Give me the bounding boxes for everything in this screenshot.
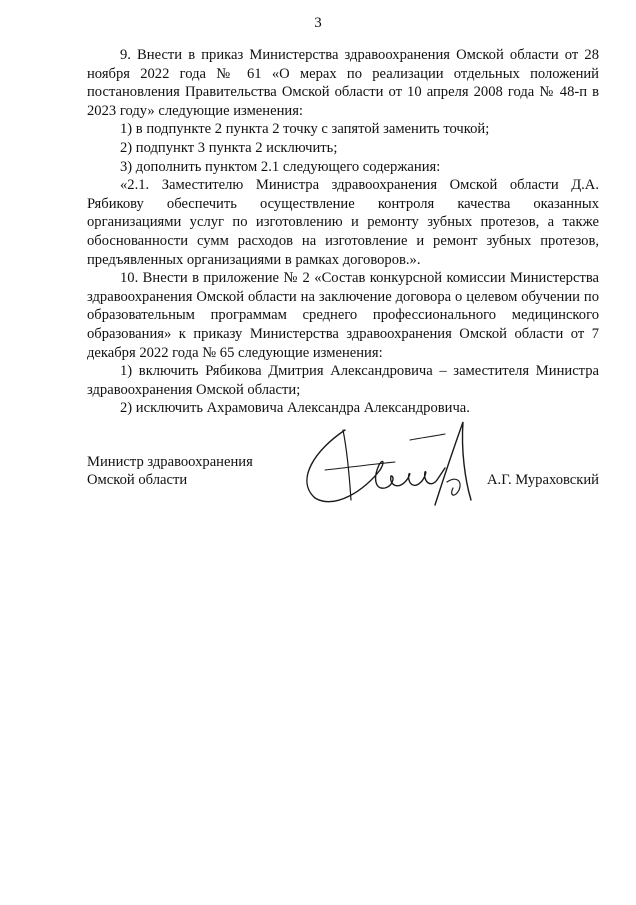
handwritten-signature	[285, 410, 485, 520]
signatory-name: А.Г. Мураховский	[487, 472, 599, 488]
signatory-position-line1: Министр здравоохранения	[87, 454, 253, 470]
paragraph-item-10: 10. Внести в приложение № 2 «Состав конкурсной комиссии Министерства здравоохранения Омской области на заключение договора о целевом обучении по образовательным программам среднего профессионального медицинского образования» к приказу Министерства здравоохранения Омской области от 7 декабря 2022 года № 65 следующие изменения:	[87, 270, 599, 361]
subitem-10-2: 2) исключить Ахрамовича Александра Александровича.	[120, 400, 470, 417]
subitem-9-3: 3) дополнить пунктом 2.1 следующего содержания:	[120, 158, 441, 175]
signatory-position-line2: Омской области	[87, 472, 188, 488]
document-body	[87, 46, 599, 418]
quoted-clause-2-1: «2.1. Заместителю Министра здравоохранения Омской области Д.А. Рябикову обеспечить осуществление контроля качества оказанных организациями услуг по изготовлению и ремонту зубных протезов, а также обоснованности сумм расходов на изготовление и ремонт зубных протезов, предъявленных организациями в рамках договоров.».	[87, 177, 599, 268]
subitem-10-1: 1) включить Рябикова Дмитрия Александровича – заместителя Министра здравоохранения Омской области;	[87, 363, 599, 398]
subitem-9-1: 1) в подпункте 2 пункта 2 точку с запятой заменить точкой;	[120, 121, 490, 138]
paragraph-item-9: 9. Внести в приказ Министерства здравоохранения Омской области от 28 ноября 2022 года № 61 «О мерах по реализации отдельных положений постановления Правительства Омской области от 10 апреля 2008 года № 48-п в 2023 году» следующие изменения:	[87, 47, 599, 119]
page-number: 3	[314, 15, 322, 31]
subitem-9-2: 2) подпункт 3 пункта 2 исключить;	[120, 139, 338, 156]
